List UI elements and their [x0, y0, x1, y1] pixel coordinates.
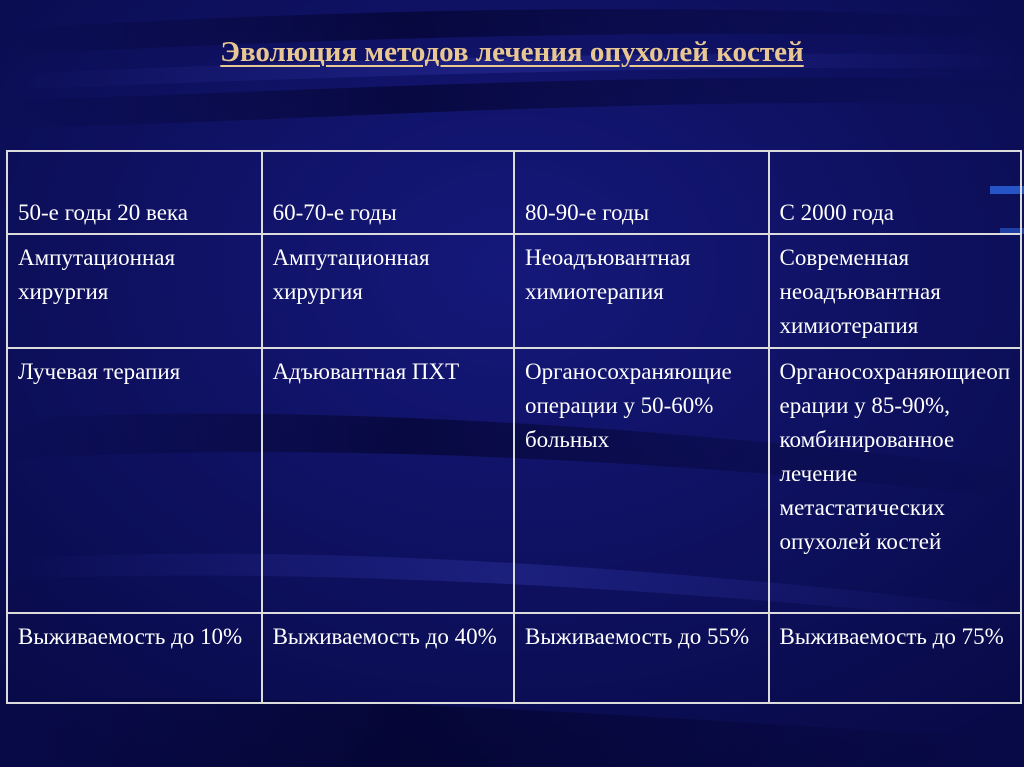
header-cell-period-2 [262, 151, 514, 234]
cell-text: Выживаемость до 40% [272, 624, 497, 649]
cell-text: Лучевая терапия [18, 359, 181, 384]
table-row-surgery [7, 234, 1021, 348]
table-cell [769, 234, 1021, 348]
cell-text: Выживаемость до 75% [779, 624, 1004, 649]
cell-text: Неоадъювантная химиотерапия [524, 245, 691, 304]
header-text: 80-90-е годы [524, 200, 650, 225]
table-row-survival [7, 613, 1021, 703]
table-cell [514, 348, 769, 613]
header-text: 50-е годы 20 века [18, 200, 188, 225]
cell-text: Выживаемость до 10% [18, 624, 243, 649]
table-cell [262, 348, 514, 613]
cell-text: Ампутационная хирургия [18, 245, 176, 304]
table-cell [262, 613, 514, 703]
cell-text: Органосохраняющиеоперации у 85-90%, комбинированное лечение метастатических опухолей костей [779, 359, 1011, 554]
table-cell [7, 348, 262, 613]
cell-text: Современная неоадъювантная химиотерапия [779, 245, 941, 338]
header-text: 60-70-е годы [272, 200, 397, 225]
header-text: С 2000 года [779, 200, 894, 225]
slide-title-wrap [0, 36, 1024, 69]
table-header-row [7, 151, 1021, 234]
table-cell [7, 613, 262, 703]
cell-text: Выживаемость до 55% [524, 624, 750, 649]
header-cell-period-4 [769, 151, 1021, 234]
table-cell [514, 234, 769, 348]
table-row-therapy [7, 348, 1021, 613]
cell-text: Адъювантная ПХТ [272, 359, 460, 384]
table-cell [769, 348, 1021, 613]
table-cell [262, 234, 514, 348]
table-cell [514, 613, 769, 703]
table-cell [7, 234, 262, 348]
evolution-table [6, 150, 1022, 704]
table-cell [769, 613, 1021, 703]
header-cell-period-1 [7, 151, 262, 234]
cell-text: Органосохраняющие операции у 50-60% больных [524, 359, 732, 452]
cell-text: Ампутационная хирургия [272, 245, 430, 304]
header-cell-period-3 [514, 151, 769, 234]
slide-title: Эволюция методов лечения опухолей костей [220, 36, 804, 68]
